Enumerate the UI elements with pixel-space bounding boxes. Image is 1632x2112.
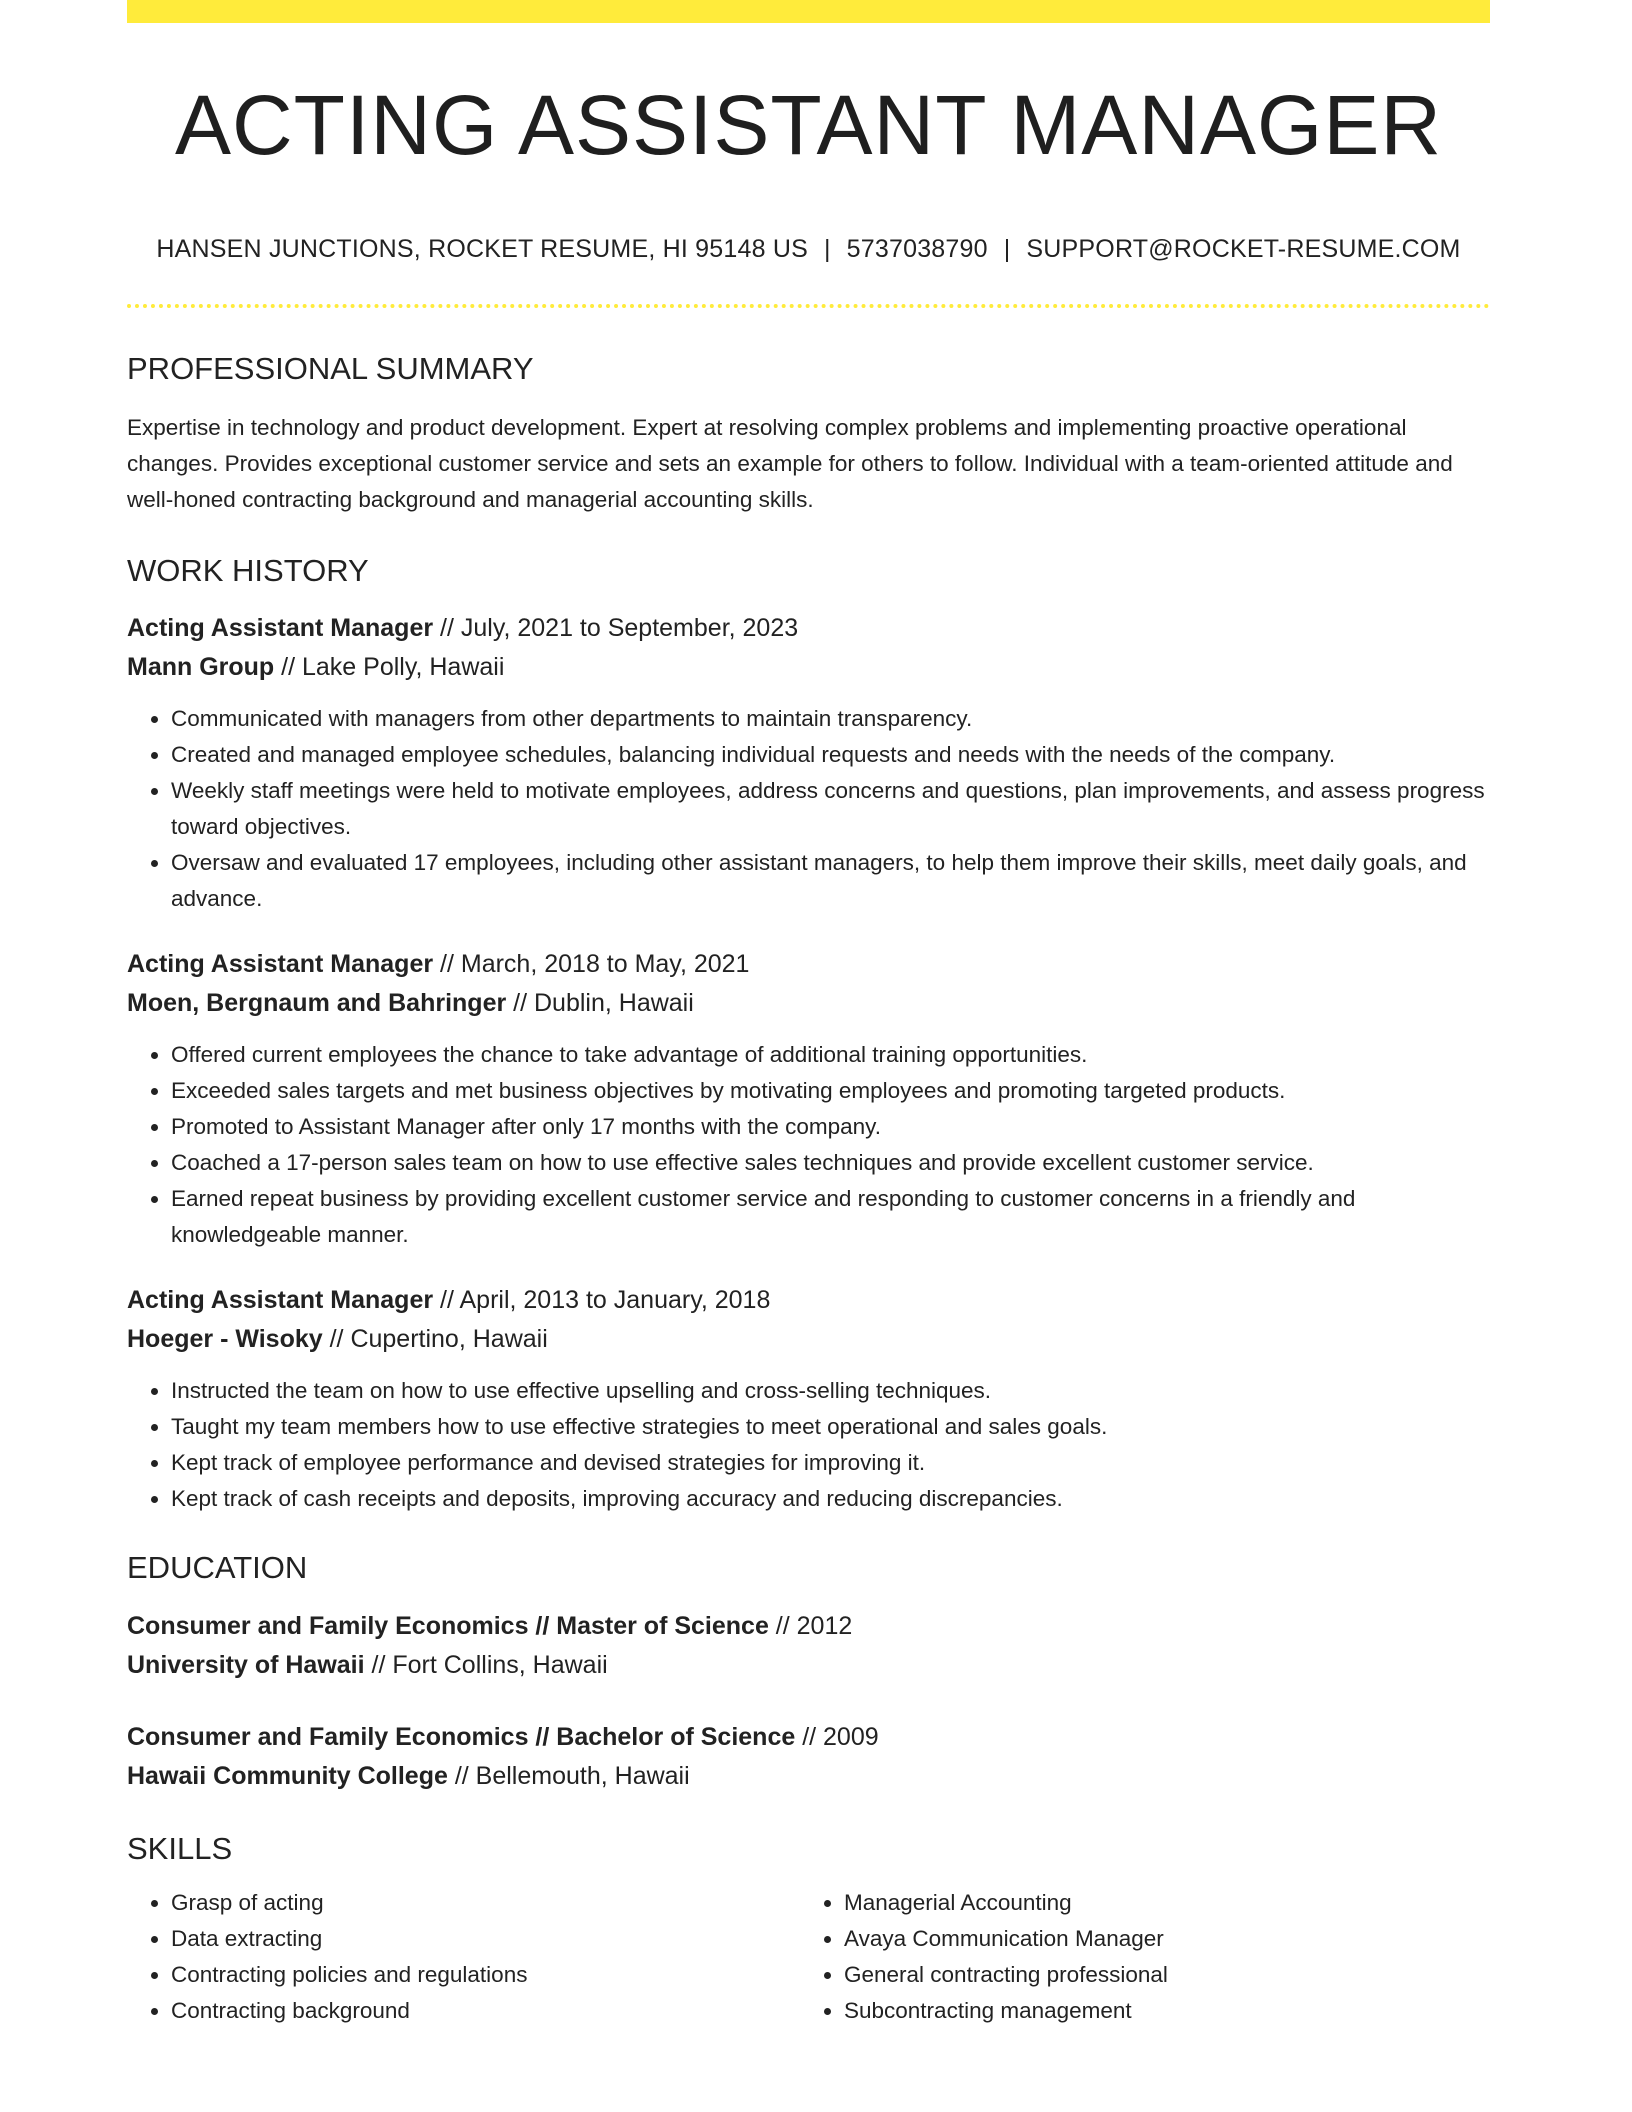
school-line (127, 1757, 1490, 1796)
degree: Consumer and Family Economics // Master of Science (127, 1611, 769, 1640)
degree: Consumer and Family Economics // Bachelor of Science (127, 1722, 796, 1751)
list-item: • Oversaw and evaluated 17 employees, including other assistant managers, to help them improve their skills, meet daily goals, and advance. (171, 845, 1490, 917)
school-name: Hawaii Community College (127, 1761, 448, 1790)
job-title: Acting Assistant Manager (127, 614, 434, 643)
list-item: • Coached a 17-person sales team on how to use effective sales techniques and provide excellent customer service. (171, 1145, 1490, 1181)
school-location: // Bellemouth, Hawaii (447, 1761, 690, 1790)
job-entry (127, 1281, 1490, 1517)
list-item: • Earned repeat business by providing excellent customer service and responding to customer concerns in a friendly and knowledgeable manner. (171, 1181, 1490, 1253)
skill-item: • General contracting professional (844, 1957, 1473, 1993)
skill-item: • Contracting policies and regulations (171, 1957, 800, 1993)
graduation-year: // 2012 (768, 1611, 853, 1640)
contact-separator: | (823, 235, 831, 263)
work-history-heading: WORK HISTORY (127, 553, 369, 589)
phone: 5737038790 (846, 235, 988, 263)
dotted-divider (127, 304, 1490, 308)
list-item: • Created and managed employee schedules, balancing individual requests and needs with the needs of the company. (171, 737, 1490, 773)
skill-item: • Avaya Communication Manager (844, 1921, 1473, 1957)
job-bullets (127, 701, 1490, 917)
company-location: // Dublin, Hawaii (506, 989, 694, 1018)
job-title-line (127, 945, 1490, 984)
summary-text: Expertise in technology and product development. Expert at resolving complex problems and implementing proactive operational changes. Provides exceptional customer service and sets an example for others to follow. Individual with a team-oriented attitude and well-honed contracting background and managerial accounting skills. (127, 415, 1453, 513)
list-item: • Communicated with managers from other departments to maintain transparency. (171, 701, 1490, 737)
skill-item: • Grasp of acting (171, 1885, 800, 1921)
skills-right-column (800, 1885, 1473, 2029)
job-title-line (127, 1281, 1490, 1320)
job-bullets (127, 1373, 1490, 1517)
skills-left-column (127, 1885, 800, 2029)
education-heading: EDUCATION (127, 1550, 308, 1586)
list-item: • Instructed the team on how to use effective upselling and cross-selling techniques. (171, 1373, 1490, 1409)
list-item: • Offered current employees the chance to take advantage of additional training opportunities. (171, 1037, 1490, 1073)
job-entry (127, 609, 1490, 917)
skill-item: • Data extracting (171, 1921, 800, 1957)
job-dates: // March, 2018 to May, 2021 (433, 950, 750, 979)
company-name: Mann Group (127, 653, 275, 682)
list-item: • Promoted to Assistant Manager after only 17 months with the company. (171, 1109, 1490, 1145)
school-name: University of Hawaii (127, 1650, 365, 1679)
address: HANSEN JUNCTIONS, ROCKET RESUME, HI 95148 US (156, 235, 808, 263)
list-item: • Kept track of cash receipts and deposits, improving accuracy and reducing discrepancies. (171, 1481, 1490, 1517)
top-accent-bar (127, 0, 1490, 23)
graduation-year: // 2009 (795, 1722, 879, 1751)
job-bullets (127, 1037, 1490, 1253)
company-line (127, 984, 1490, 1023)
skill-item: • Managerial Accounting (844, 1885, 1473, 1921)
degree-line (127, 1718, 1490, 1757)
list-item: • Exceeded sales targets and met business objectives by motivating employees and promoting targeted products. (171, 1073, 1490, 1109)
list-item: • Taught my team members how to use effective strategies to meet operational and sales goals. (171, 1409, 1490, 1445)
company-name: Hoeger - Wisoky (127, 1325, 323, 1354)
job-entry (127, 945, 1490, 1253)
company-line (127, 648, 1490, 687)
job-dates: // April, 2013 to January, 2018 (433, 1286, 771, 1315)
education-entry (127, 1607, 1490, 1685)
school-line (127, 1646, 1490, 1685)
job-title-line (127, 609, 1490, 648)
skills-heading: SKILLS (127, 1830, 233, 1866)
degree-line (127, 1607, 1490, 1646)
education-entry (127, 1718, 1490, 1796)
skill-item: • Subcontracting management (844, 1993, 1473, 2029)
company-location: // Lake Polly, Hawaii (274, 653, 505, 682)
company-location: // Cupertino, Hawaii (322, 1325, 548, 1354)
company-line (127, 1320, 1490, 1359)
contact-line (127, 235, 1490, 264)
list-item: • Kept track of employee performance and devised strategies for improving it. (171, 1445, 1490, 1481)
resume-title: ACTING ASSISTANT MANAGER (174, 78, 1443, 172)
company-name: Moen, Bergnaum and Bahringer (127, 989, 507, 1018)
skills-grid (127, 1885, 1490, 2029)
school-location: // Fort Collins, Hawaii (364, 1650, 608, 1679)
list-item: • Weekly staff meetings were held to motivate employees, address concerns and questions, plan improvements, and assess progress toward objectives. (171, 773, 1490, 845)
job-dates: // July, 2021 to September, 2023 (433, 614, 799, 643)
email: SUPPORT@ROCKET-RESUME.COM (1026, 235, 1461, 263)
contact-separator: | (1003, 235, 1011, 263)
job-title: Acting Assistant Manager (127, 950, 434, 979)
resume-page (127, 0, 1490, 2029)
job-title: Acting Assistant Manager (127, 1286, 434, 1315)
skill-item: • Contracting background (171, 1993, 800, 2029)
summary-heading: PROFESSIONAL SUMMARY (127, 351, 534, 386)
